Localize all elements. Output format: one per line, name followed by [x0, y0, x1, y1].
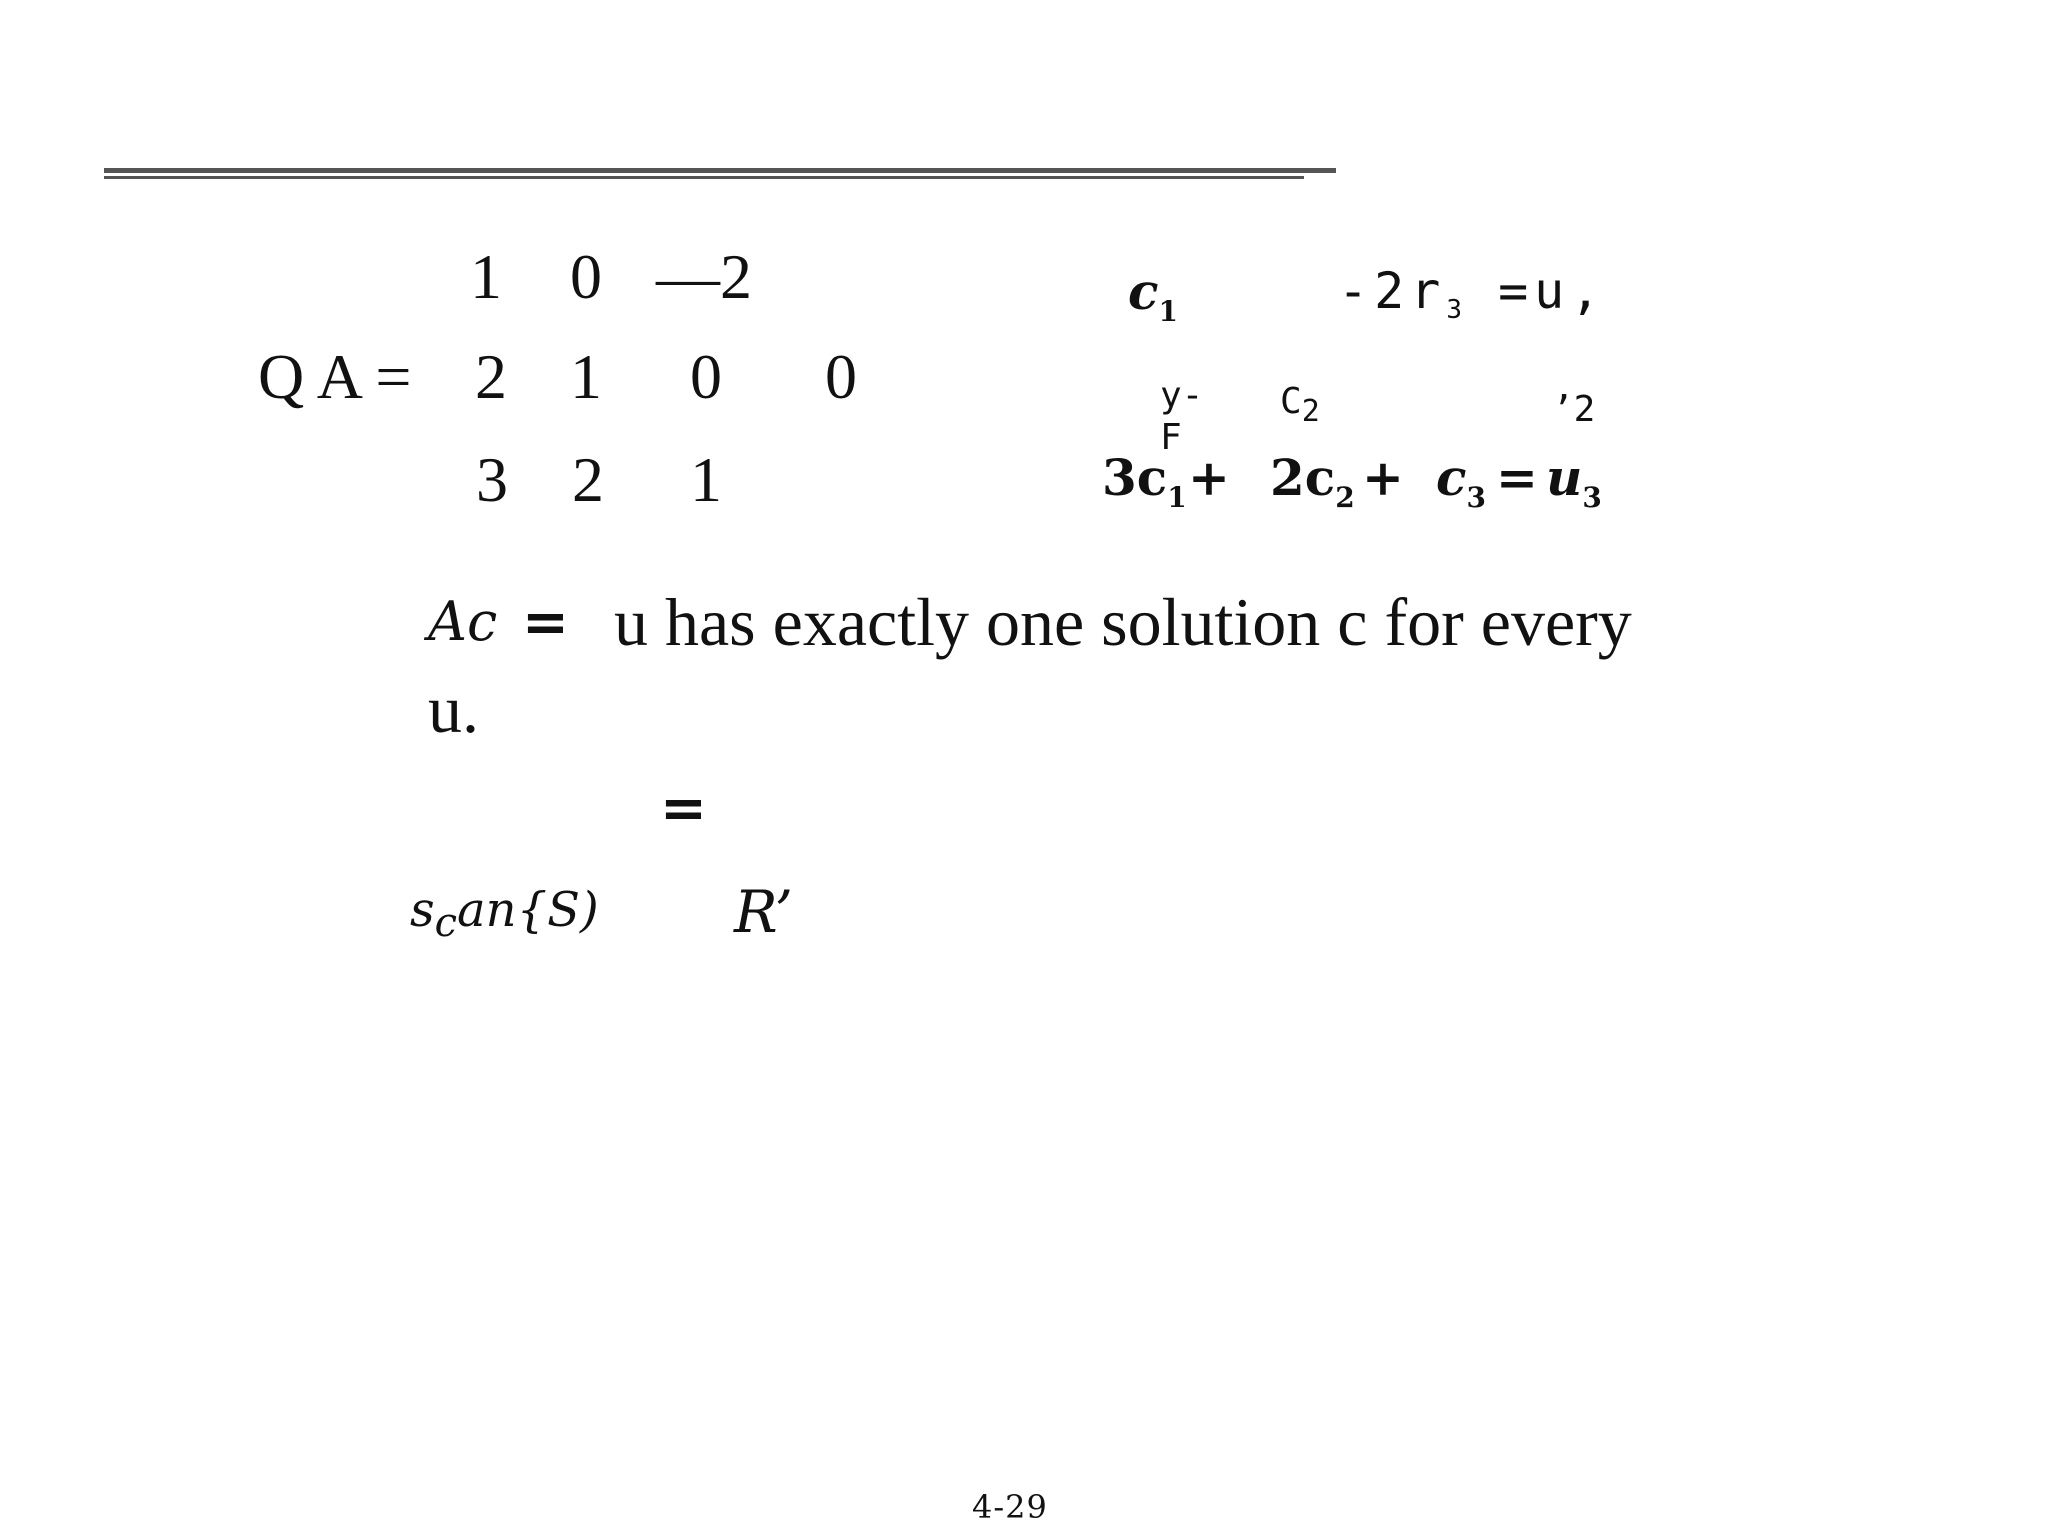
matrix-r3c3: 1 — [690, 444, 722, 515]
eq3-term2: $2c_2$ — [1270, 448, 1355, 514]
middle-equals: = — [660, 776, 707, 841]
matrix-label: Q A = — [258, 341, 412, 412]
matrix-r2c2: 1 — [570, 341, 602, 412]
eq3-equals: = — [1496, 448, 1538, 507]
eq1-lhs: $c_1$ — [1128, 262, 1178, 328]
eq3-plus2: + — [1362, 448, 1404, 507]
eq2-c: $C_2$ — [1280, 381, 1320, 429]
eq1-rhs: $-2r_3 =u$, — [1338, 262, 1607, 325]
matrix-r2c4: 0 — [825, 341, 857, 412]
title-rule — [104, 168, 1336, 173]
eq3-term1: $3c_1$ — [1102, 448, 1187, 514]
eq2-y: y- — [1160, 375, 1204, 416]
title-rule-underline — [104, 176, 1304, 179]
eq2-tail: ’2 — [1552, 389, 1596, 430]
eq3-plus1: + — [1188, 448, 1230, 507]
eq3-term3: $c_3$ — [1436, 448, 1486, 514]
matrix-r3c1: 3 — [476, 444, 508, 515]
matrix-r1c1: 1 — [470, 241, 502, 312]
matrix-r1c3: —2 — [656, 241, 752, 312]
matrix-r1c2: 0 — [570, 241, 602, 312]
eq2-f: F — [1160, 417, 1182, 458]
matrix-r2c3: 0 — [690, 341, 722, 412]
span-label: $s_can\{S)$ — [410, 882, 599, 946]
statement-line1: u has exactly one solution c for every — [614, 584, 1632, 660]
matrix-r2c1: 2 — [475, 341, 507, 412]
statement-lhs: Ac — [428, 590, 498, 653]
page-number: 4-29 — [972, 1488, 1048, 1526]
statement-equals: = — [522, 590, 569, 655]
statement-line2: u. — [428, 671, 479, 747]
eq3-rhs: $u_3$ — [1546, 448, 1602, 514]
matrix-r3c2: 2 — [572, 444, 604, 515]
span-rset: R’ — [734, 878, 793, 946]
